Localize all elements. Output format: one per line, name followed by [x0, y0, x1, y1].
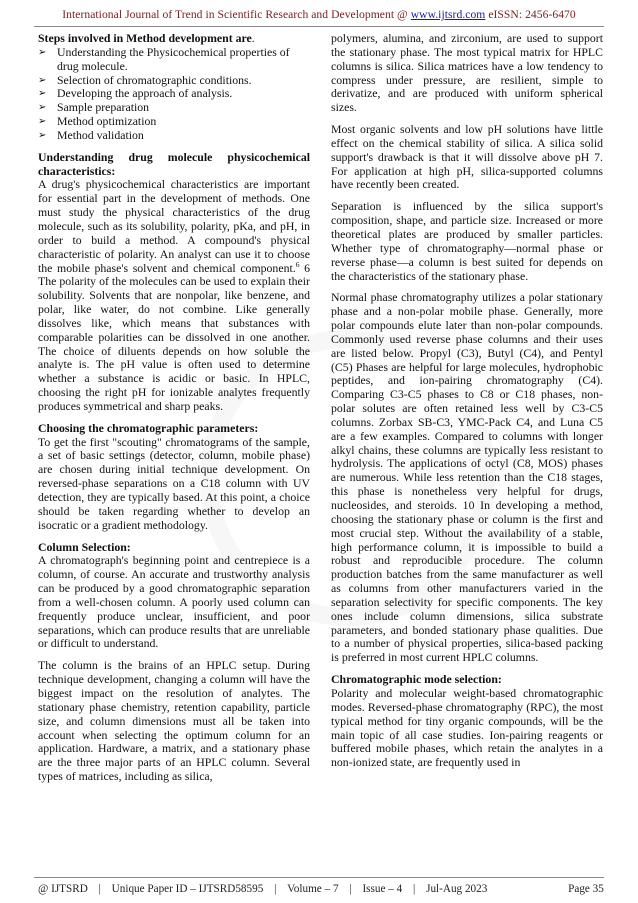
header-journal: International Journal of Trend in Scientific Research and Development @	[62, 8, 411, 21]
arrowhead-bullet-icon: ➢	[38, 102, 47, 114]
column-heading: Column Selection:	[38, 539, 131, 554]
footer-sep: |	[349, 883, 352, 895]
footer-sep: |	[413, 883, 416, 895]
choosing-paragraph: To get the first "scouting" chromatograms of the sample, a set of basic settings (detector, column, mobile phase) are chosen during initial technique development. On reversed-phase separations on a C18 column with UV detection, they are typically based. At this point, a choice should be taken regarding whether to develop an isocratic or a gradient methodology.	[38, 434, 310, 532]
footer-sep: |	[98, 883, 101, 895]
silica-paragraph: Most organic solvents and low pH solutions have little effect on the chemical stability of silica. A silica solid support's drawback is that it will dissolve above pH 7. For application at high pH, silica-supported columns have recently been created.	[331, 122, 603, 192]
footer-paper-id: Unique Paper ID – IJTSRD58595	[111, 883, 264, 895]
arrowhead-bullet-icon: ➢	[38, 88, 47, 100]
column-paragraph-1: A chromatograph's beginning point and centrepiece is a column, of course. An accurate and trustworthy analysis can be produced by a good chromatographic separation from a well-chosen column. A poorly used column can frequently produce unclear, insufficient, and poor separations, which can produce results that are unreliable or difficult to understand.	[38, 553, 310, 651]
matrix-paragraph: polymers, alumina, and zirconium, are used to support the stationary phase. The most typical matrix for HPLC columns is silica. Silica matrices have a low tendency to compress under pressure, are resilient, simple to derivatize, and are produced with uniform spherical sizes.	[331, 31, 603, 115]
running-header	[0, 8, 638, 21]
arrowhead-bullet-icon: ➢	[38, 46, 47, 58]
normal-phase-paragraph: Normal phase chromatography utilizes a polar stationary phase and a non-polar mobile phase. Generally, more polar compounds elute later than non-polar compounds. Commonly used reverse phase columns and their uses are listed below. Propyl (C3), Butyl (C4), and Pentyl (C5) Phases are helpful for large molecules, hydrophobic peptides, and ion-pairing chromatography (C4). Comparing C3-C5 phases to C8 or C18 phases, non-polar solutes are often retained less well by C3-C5 columns. Zorbax SB-C3, YMC-Pack C4, and Luna C5 are a few examples. Compared to columns with longer alkyl chains, these columns are typically less resistant to hydrolysis. The applications of octyl (C8, MOS) phases are numerous. While less retention than the C18 stages, this phase is nonetheless very helpful for drugs, nucleosides, and steroids. 10 In developing a method, choosing the stationary phase or column is the first and most crucial step. Without the availability of a stable, high performance column, it is impossible to build a robust and reproducible procedure. The column production batches from the same manufacturer as well as columns from other manufacturers varied in the separation selectivity for specific components. The key ones include column dimensions, silica substrate parameters, and bonded stationary phase qualities. Due to a number of physical properties, silica-based packing is preferred in most current HPLC columns.	[331, 290, 603, 665]
list-item: ➢ Method validation	[38, 127, 144, 142]
header-issn: eISSN: 2456-6470	[485, 8, 576, 21]
footer-page: Page 35	[568, 883, 604, 895]
choosing-heading: Choosing the chromatographic parameters:	[38, 420, 259, 435]
list-item: ➢ Developing the approach of analysis.	[38, 86, 233, 101]
running-footer	[38, 883, 604, 895]
footer-issue: Issue – 4	[362, 883, 403, 895]
arrowhead-bullet-icon: ➢	[38, 116, 47, 128]
list-item: ➢ Sample preparation	[38, 100, 150, 115]
understanding-heading: Understanding drug molecule physicochemical characteristics:	[38, 149, 310, 178]
left-column	[38, 32, 310, 792]
separation-paragraph: Separation is influenced by the silica support's composition, shape, and particle size. Increased or more theoretical plates are produced by smaller particles. Whether type of chromatography—normal phase or reverse phase—a column is best suited for depends on the characteristics of the stationary phase.	[331, 199, 603, 283]
header-url-link[interactable]: www.ijtsrd.com	[410, 8, 486, 21]
mode-paragraph: Polarity and molecular weight-based chromatographic modes. Reversed-phase chromatography (RPC), the most typical method for tiny organic compounds, will be the main topic of all case studies. Ion-pairing reagents or buffered mobile phases, which retain the analytes in a non-ionized state, are frequently used in	[331, 685, 603, 770]
footer-volume: Volume – 7	[287, 883, 339, 895]
arrowhead-bullet-icon: ➢	[38, 129, 47, 141]
footer-sep: |	[274, 883, 277, 895]
list-item: ➢ Method optimization	[38, 114, 157, 129]
understanding-paragraph: A drug's physicochemical characteristics are important for essential part in the development of methods. One must study the physical characteristics of the drug molecule, such as its solubility, polarity, pKa, and pH, in order to build a method. A compound's physical characteristic of polarity. An analyst can use it to choose the mobile phase's solvent and chemical component.$^6$ 6 The polarity of the molecules can be used to explain their solubility. Solvents that are nonpolar, like benzene, and polar, like water, do not combine. Like generally dissolves like, which means that substances with comparable polarities can be dissolved in one another. The choice of diluents depends on how soluble the analyte is. The pH value is often used to determine whether a substance is acidic or basic. In HPLC, choosing the right pH for ionizable analytes frequently produces symmetrical and sharp peaks.	[38, 177, 310, 413]
header-rule	[34, 26, 604, 27]
steps-heading: Steps involved in Method development are.	[38, 31, 255, 45]
column-paragraph-2: The column is the brains of an HPLC setup. During technique development, changing a column will have the biggest impact on the resolution of analytes. The stationary phase chemistry, retention capability, particle size, and column dimensions must all be taken into account when selecting the optimum column for an application. Hardware, a matrix, and a stationary phase are the three major parts of an HPLC column. Several types of matrices, including as silica,	[38, 658, 310, 784]
mode-heading: Chromatographic mode selection:	[331, 672, 502, 687]
list-item: ➢ Understanding the Physicochemical properties of drug molecule.	[38, 44, 290, 73]
list-item: ➢ Selection of chromatographic conditions.	[38, 72, 252, 87]
footer-date: Jul-Aug 2023	[426, 883, 488, 895]
right-column	[331, 32, 603, 778]
citation-superscript: 6	[295, 259, 300, 269]
arrowhead-bullet-icon: ➢	[38, 74, 47, 86]
footer-journal: @ IJTSRD	[38, 883, 88, 895]
steps-list	[38, 46, 310, 143]
footer-rule	[34, 877, 604, 878]
